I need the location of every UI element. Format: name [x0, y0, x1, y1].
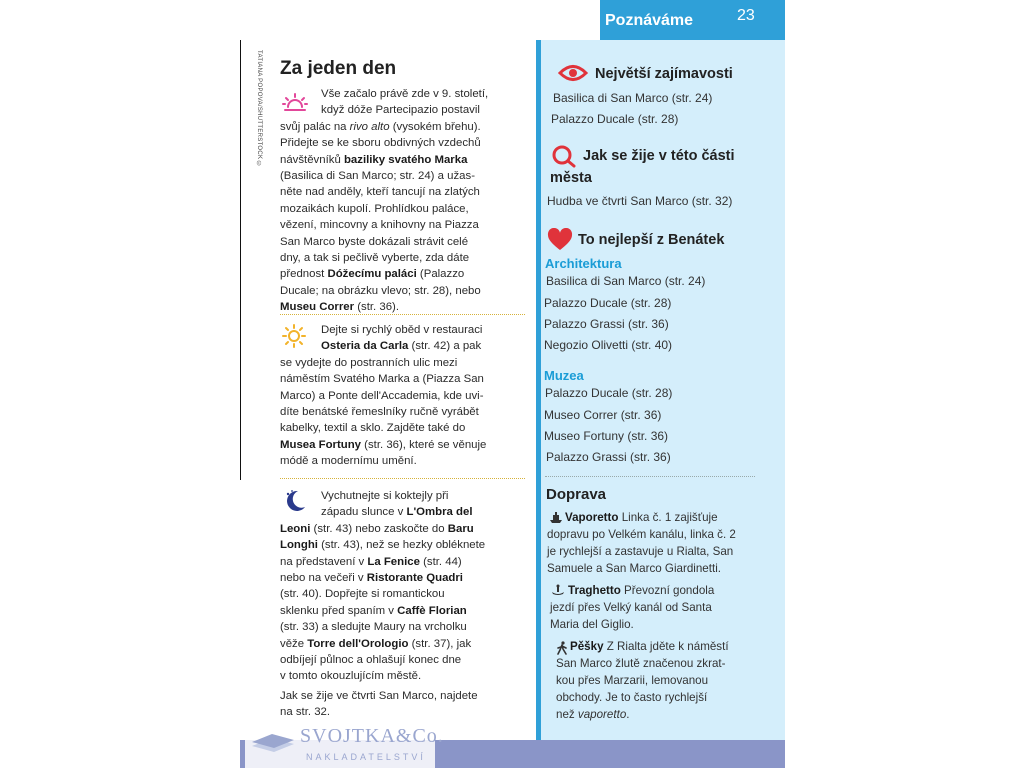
local-life-heading-cont: města — [550, 170, 592, 186]
museums-heading: Muzea — [544, 368, 584, 383]
architecture-item: Palazzo Ducale (str. 28) — [544, 296, 672, 310]
section-divider — [280, 314, 525, 315]
museum-item: Museo Fortuny (str. 36) — [544, 429, 669, 443]
evening-text: Vychutnejte si koktejly při západu slunce v L'Ombra del Leoni (str. 43) nebo zaskočte do Baru Longhi (str. 43), než se hezky obléknete na představení v La Fenice (str. 44) nebo na večeři v Ristorante Quadri (str. 40). Dopřejte si romantickou sklenku před spaním v Caffè Florian (str. 33) a sledujte Maury na vrcholku věže Torre dell'Orologio (str. 37), jak odbíjejí půlnoc a ohlašují konec dne v tomto okouzlujícím městě. — [280, 490, 486, 683]
eye-icon — [558, 62, 588, 84]
section-title: Poznáváme — [605, 12, 694, 29]
page-reference-text: Jak se žije ve čtvrti San Marco, najdete na str. 32. — [280, 690, 478, 719]
vaporetto-text: Vaporetto Linka č. 1 zajišťuje dopravu po Velkém kanálu, linka č. 2 je rychlejší a zastavuje u Rialta, San Samuele a San Marco Giardinetti. — [547, 511, 736, 575]
architecture-heading: Architektura — [545, 256, 622, 271]
photo-credit: TATIANA POPOVA/SHUTTERSTOCK © — [256, 50, 262, 168]
transport-heading: Doprava — [546, 486, 607, 503]
noon-text: Dejte si rychlý oběd v restauraci Osteria da Carla (str. 42) a pak se vydejte do postranních ulic mezi náměstím Svatého Marka a (Piazza San Marco) a Ponte dell'Accademia, kde uvi- díte benátské řemeslníky ručně vyrábět kabelky, textil a sklo. Zajděte také do Musea Fortuny (str. 36), které se věnuje módě a modernímu umění. — [280, 324, 487, 468]
photo-edge-line — [240, 40, 241, 480]
walking-text: Pěšky Z Rialta jděte k náměstí San Marco žlutě značenou zkrat- kou přes Marzarii, lemovanou obchody. Je to často rychlejší než vaporetto. — [556, 640, 729, 721]
architecture-item: Basilica di San Marco (str. 24) — [546, 274, 706, 288]
sight-item: Palazzo Ducale (str. 28) — [551, 112, 679, 126]
heart-icon — [547, 228, 573, 252]
best-of-heading: To nejlepší z Benátek — [578, 232, 725, 248]
local-life-heading: Jak se žije v této části — [583, 148, 735, 164]
local-life-item: Hudba ve čtvrti San Marco (str. 32) — [547, 194, 733, 208]
book-logo-icon — [250, 726, 296, 754]
section-divider — [280, 478, 525, 479]
architecture-item: Palazzo Grassi (str. 36) — [544, 317, 669, 331]
column-divider — [536, 40, 541, 740]
museum-item: Museo Correr (str. 36) — [544, 408, 662, 422]
morning-text: Vše začalo právě zde v 9. století, když dóže Partecipazio postavil svůj palác na rivo alto (vysokém břehu). Přidejte se ke sboru obdivných vzdechů návštěvníků baziliky svatého Marka (Basilica di San Marco; str. 24) a užas- něte nad anděly, kteří tancují na zlatých mozaikách kupolí. Prohlídkou paláce, vězení, mincovny a knihovny na Piazza San Marco byste dokázali strávit celé dny, a tak si pečlivě vyberte, zda dáte přednost Dóžecímu paláci (Palazzo Ducale; na obrázku vlevo; str. 28), nebo Museu Correr (str. 36). — [280, 88, 489, 314]
traghetto-text: Traghetto Převozní gondola jezdí přes Velký kanál od Santa Maria del Giglio. — [550, 584, 715, 631]
guidebook-page — [240, 0, 785, 768]
sights-heading: Největší zajímavosti — [595, 66, 733, 82]
publisher-subtitle: NAKLADATELSTVÍ — [306, 752, 426, 762]
magnifier-icon — [551, 144, 577, 168]
page-heading: Za jeden den — [280, 58, 397, 79]
publisher-logo: SVOJTKA&Co. — [300, 725, 444, 747]
architecture-item: Negozio Olivetti (str. 40) — [544, 338, 673, 352]
section-divider — [545, 476, 755, 477]
museum-item: Palazzo Ducale (str. 28) — [545, 386, 673, 400]
sight-item: Basilica di San Marco (str. 24) — [553, 91, 713, 105]
page-number: 23 — [737, 7, 755, 24]
museum-item: Palazzo Grassi (str. 36) — [546, 450, 671, 464]
